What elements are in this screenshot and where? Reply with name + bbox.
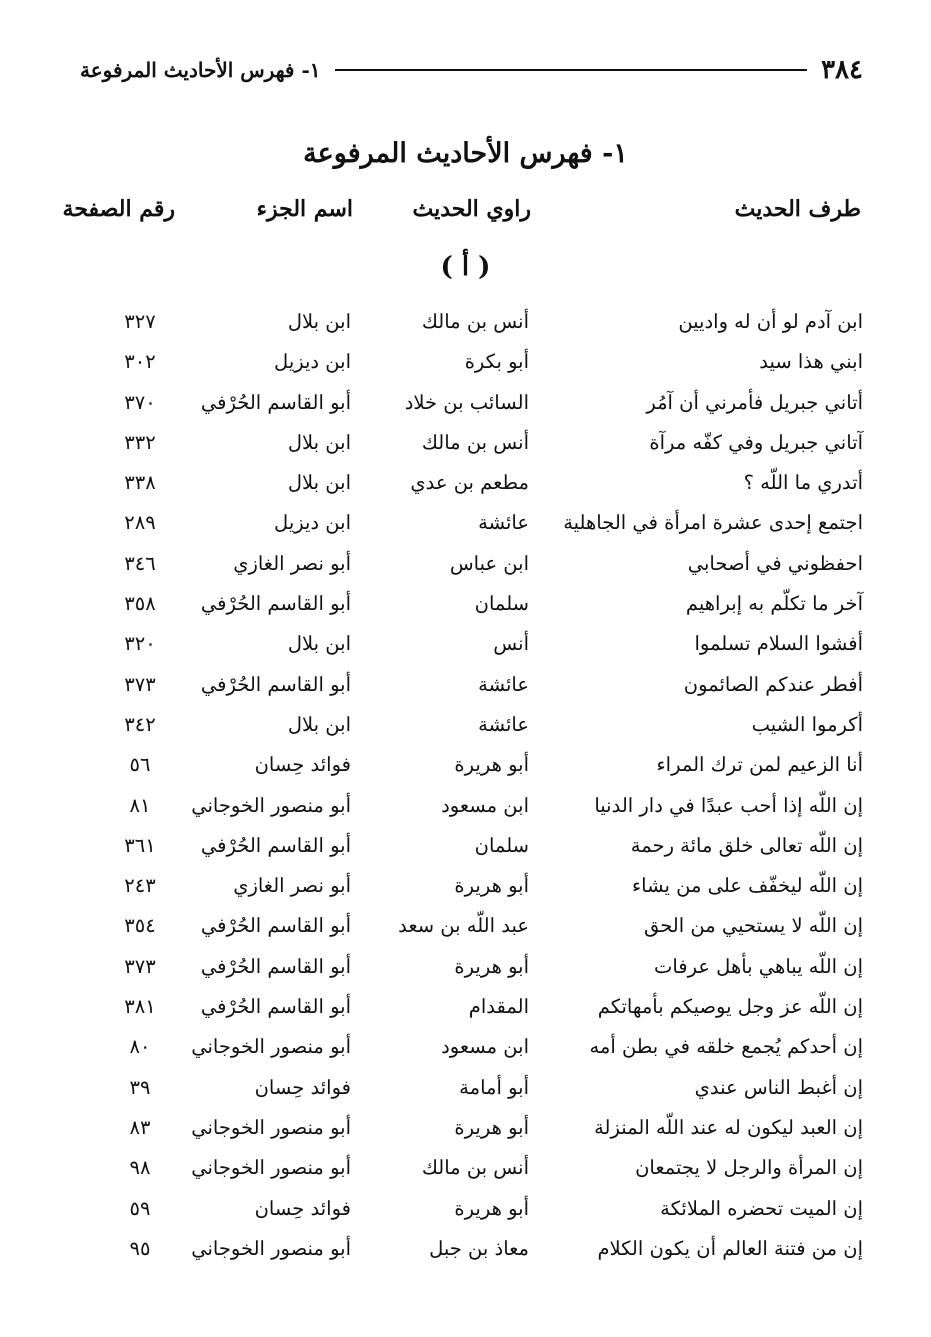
page-ref: ٨١ xyxy=(129,793,151,817)
table-row xyxy=(60,1150,863,1190)
part-name: أبو منصور الخوجاني xyxy=(191,1156,351,1180)
hadith-text: أفشوا السلام تسلموا xyxy=(694,632,863,656)
table-row xyxy=(60,1110,863,1150)
part-name: أبو القاسم الحُرْفي xyxy=(200,672,351,696)
hadith-text: ابني هذا سيد xyxy=(759,350,863,374)
part-name: ابن بلال xyxy=(287,430,351,454)
table-row xyxy=(60,949,863,989)
part-name: أبو القاسم الحُرْفي xyxy=(200,995,351,1019)
part-name: أبو القاسم الحُرْفي xyxy=(200,914,351,938)
table-row xyxy=(60,1029,863,1069)
part-name: فوائد حِسان xyxy=(254,1196,351,1220)
part-name: أبو القاسم الحُرْفي xyxy=(200,954,351,978)
hadith-text: إن اللّه لا يستحيي من الحق xyxy=(643,914,863,938)
part-name: أبو منصور الخوجاني xyxy=(191,793,351,817)
page-ref: ٩٨ xyxy=(129,1156,151,1180)
hadith-text: إن من فتنة العالم أن يكون الكلام xyxy=(597,1236,863,1260)
narrator-name: عائشة xyxy=(478,511,529,535)
hadith-text: إن اللّه إذا أحب عبدًا في دار الدنيا xyxy=(594,793,863,817)
narrator-name: أبو أمامة xyxy=(459,1075,529,1099)
hadith-text: أتاني جبريل فأمرني أن آمُر xyxy=(646,390,863,414)
table-row xyxy=(60,425,863,465)
hadith-text: آتاني جبريل وفي كفّه مرآة xyxy=(649,430,863,454)
page-ref: ٣٠٢ xyxy=(124,350,156,374)
page-ref: ٩٥ xyxy=(129,1236,151,1260)
narrator-name: مطعم بن عدي xyxy=(410,471,529,495)
part-name: فوائد حِسان xyxy=(254,1075,351,1099)
narrator-name: المقدام xyxy=(468,995,529,1019)
page-ref: ٣٦١ xyxy=(124,833,156,857)
part-name: أبو القاسم الحُرْفي xyxy=(200,390,351,414)
page-ref: ٨٠ xyxy=(129,1035,151,1059)
table-row xyxy=(60,1191,863,1231)
part-name: فوائد حِسان xyxy=(254,753,351,777)
part-name: أبو نصر الغازي xyxy=(233,874,351,898)
part-name: ابن ديزيل xyxy=(274,511,351,535)
section-letter: ( أ ) xyxy=(440,252,491,282)
page-ref: ٣٣٢ xyxy=(124,430,156,454)
narrator-name: أنس xyxy=(493,632,529,656)
hadith-text: إن الميت تحضره الملائكة xyxy=(660,1196,863,1220)
part-name: ابن بلال xyxy=(287,471,351,495)
page-ref: ٢٨٩ xyxy=(124,511,156,535)
page-ref: ٣٧٠ xyxy=(124,390,156,414)
narrator-name: أبو هريرة xyxy=(454,753,529,777)
table-row xyxy=(60,586,863,626)
table-row xyxy=(60,707,863,747)
narrator-name: عائشة xyxy=(478,712,529,736)
page-ref: ٣٧٣ xyxy=(124,954,156,978)
table-row xyxy=(60,1231,863,1271)
hadith-text: إن اللّه ليخفّف على من يشاء xyxy=(631,874,863,898)
page-ref: ٣٥٨ xyxy=(124,592,156,616)
table-row xyxy=(60,989,863,1029)
hadith-text: ابن آدم لو أن له واديين xyxy=(678,310,863,333)
page-ref: ٢٤٣ xyxy=(124,874,156,898)
narrator-name: سلمان xyxy=(474,833,529,857)
running-title: ١- فهرس الأحاديث المرفوعة xyxy=(80,58,321,82)
part-name: ابن بلال xyxy=(287,632,351,656)
page-ref: ٣٩ xyxy=(129,1075,151,1099)
header-rule xyxy=(335,69,808,71)
hadith-text: أنا الزعيم لمن ترك المراء xyxy=(656,753,863,777)
column-header-page: رقم الصفحة xyxy=(62,196,175,222)
column-header-hadith: طرف الحديث xyxy=(734,196,861,222)
part-name: أبو منصور الخوجاني xyxy=(191,1115,351,1139)
narrator-name: معاذ بن جبل xyxy=(429,1236,529,1260)
part-name: أبو نصر الغازي xyxy=(233,551,351,575)
narrator-name: أبو هريرة xyxy=(454,1115,529,1139)
narrator-name: سلمان xyxy=(474,592,529,616)
hadith-text: إن العبد ليكون له عند اللّه المنزلة xyxy=(594,1115,863,1139)
table-row xyxy=(60,667,863,707)
hadith-text: أفطر عندكم الصائمون xyxy=(683,672,863,696)
column-header-narrator: راوي الحديث xyxy=(412,196,531,222)
table-row xyxy=(60,788,863,828)
table-row xyxy=(60,385,863,425)
table-row xyxy=(60,344,863,384)
page-ref: ٥٩ xyxy=(129,1196,151,1220)
table-row xyxy=(60,465,863,505)
table-row xyxy=(60,1070,863,1110)
hadith-text: أتدري ما اللّه ؟ xyxy=(743,471,863,495)
narrator-name: السائب بن خلاد xyxy=(404,390,529,414)
part-name: أبو منصور الخوجاني xyxy=(191,1035,351,1059)
table-row xyxy=(60,546,863,586)
table-row xyxy=(60,626,863,666)
page-ref: ٥٦ xyxy=(129,753,151,777)
narrator-name: أبو هريرة xyxy=(454,1196,529,1220)
narrator-name: أنس بن مالك xyxy=(421,1156,529,1180)
hadith-text: إن المرأة والرجل لا يجتمعان xyxy=(635,1156,863,1180)
column-header-part: اسم الجزء xyxy=(256,196,353,222)
page-title: ١- فهرس الأحاديث المرفوعة xyxy=(303,138,628,169)
part-name: أبو منصور الخوجاني xyxy=(191,1236,351,1260)
page-number: ٣٨٤ xyxy=(821,55,863,85)
part-name: ابن بلال xyxy=(287,310,351,333)
hadith-text: إن أحدكم يُجمع خلقه في بطن أمه xyxy=(589,1035,863,1059)
page-ref: ٣٣٨ xyxy=(124,471,156,495)
table-row xyxy=(60,868,863,908)
narrator-name: ابن مسعود xyxy=(441,1035,529,1059)
hadith-text: إن أغبط الناس عندي xyxy=(694,1075,863,1099)
page-ref: ٣٨١ xyxy=(124,995,156,1019)
narrator-name: أنس بن مالك xyxy=(421,430,529,454)
part-name: أبو القاسم الحُرْفي xyxy=(200,592,351,616)
narrator-name: عائشة xyxy=(478,672,529,696)
page-ref: ٣٢٠ xyxy=(124,632,156,656)
page-ref: ٣٧٣ xyxy=(124,672,156,696)
running-header xyxy=(80,52,863,88)
part-name: أبو القاسم الحُرْفي xyxy=(200,833,351,857)
narrator-name: أنس بن مالك xyxy=(421,310,529,333)
hadith-text: آخر ما تكلّم به إبراهيم xyxy=(685,592,863,616)
narrator-name: أبو بكرة xyxy=(464,350,529,374)
hadith-text: إن اللّه عز وجل يوصيكم بأمهاتكم xyxy=(597,995,863,1019)
table-row xyxy=(60,747,863,787)
part-name: ابن ديزيل xyxy=(274,350,351,374)
hadith-text: إن اللّه تعالى خلق مائة رحمة xyxy=(630,833,863,857)
narrator-name: عبد اللّه بن سعد xyxy=(398,914,529,938)
page-ref: ٣٤٢ xyxy=(124,712,156,736)
narrator-name: ابن عباس xyxy=(449,551,529,575)
table-row xyxy=(60,908,863,948)
table-row xyxy=(60,828,863,868)
page-ref: ٣٤٦ xyxy=(124,551,156,575)
page-ref: ٣٢٧ xyxy=(124,310,156,333)
index-entries xyxy=(60,304,863,1271)
narrator-name: أبو هريرة xyxy=(454,954,529,978)
narrator-name: ابن مسعود xyxy=(441,793,529,817)
page-ref: ٨٣ xyxy=(129,1115,151,1139)
table-row xyxy=(60,304,863,344)
hadith-text: احفظوني في أصحابي xyxy=(687,551,863,575)
hadith-text: اجتمع إحدى عشرة امرأة في الجاهلية xyxy=(563,511,863,535)
table-row xyxy=(60,505,863,545)
narrator-name: أبو هريرة xyxy=(454,874,529,898)
page-ref: ٣٥٤ xyxy=(124,914,156,938)
part-name: ابن بلال xyxy=(287,712,351,736)
hadith-text: أكرموا الشيب xyxy=(751,712,863,736)
hadith-text: إن اللّه يباهي بأهل عرفات xyxy=(653,954,863,978)
